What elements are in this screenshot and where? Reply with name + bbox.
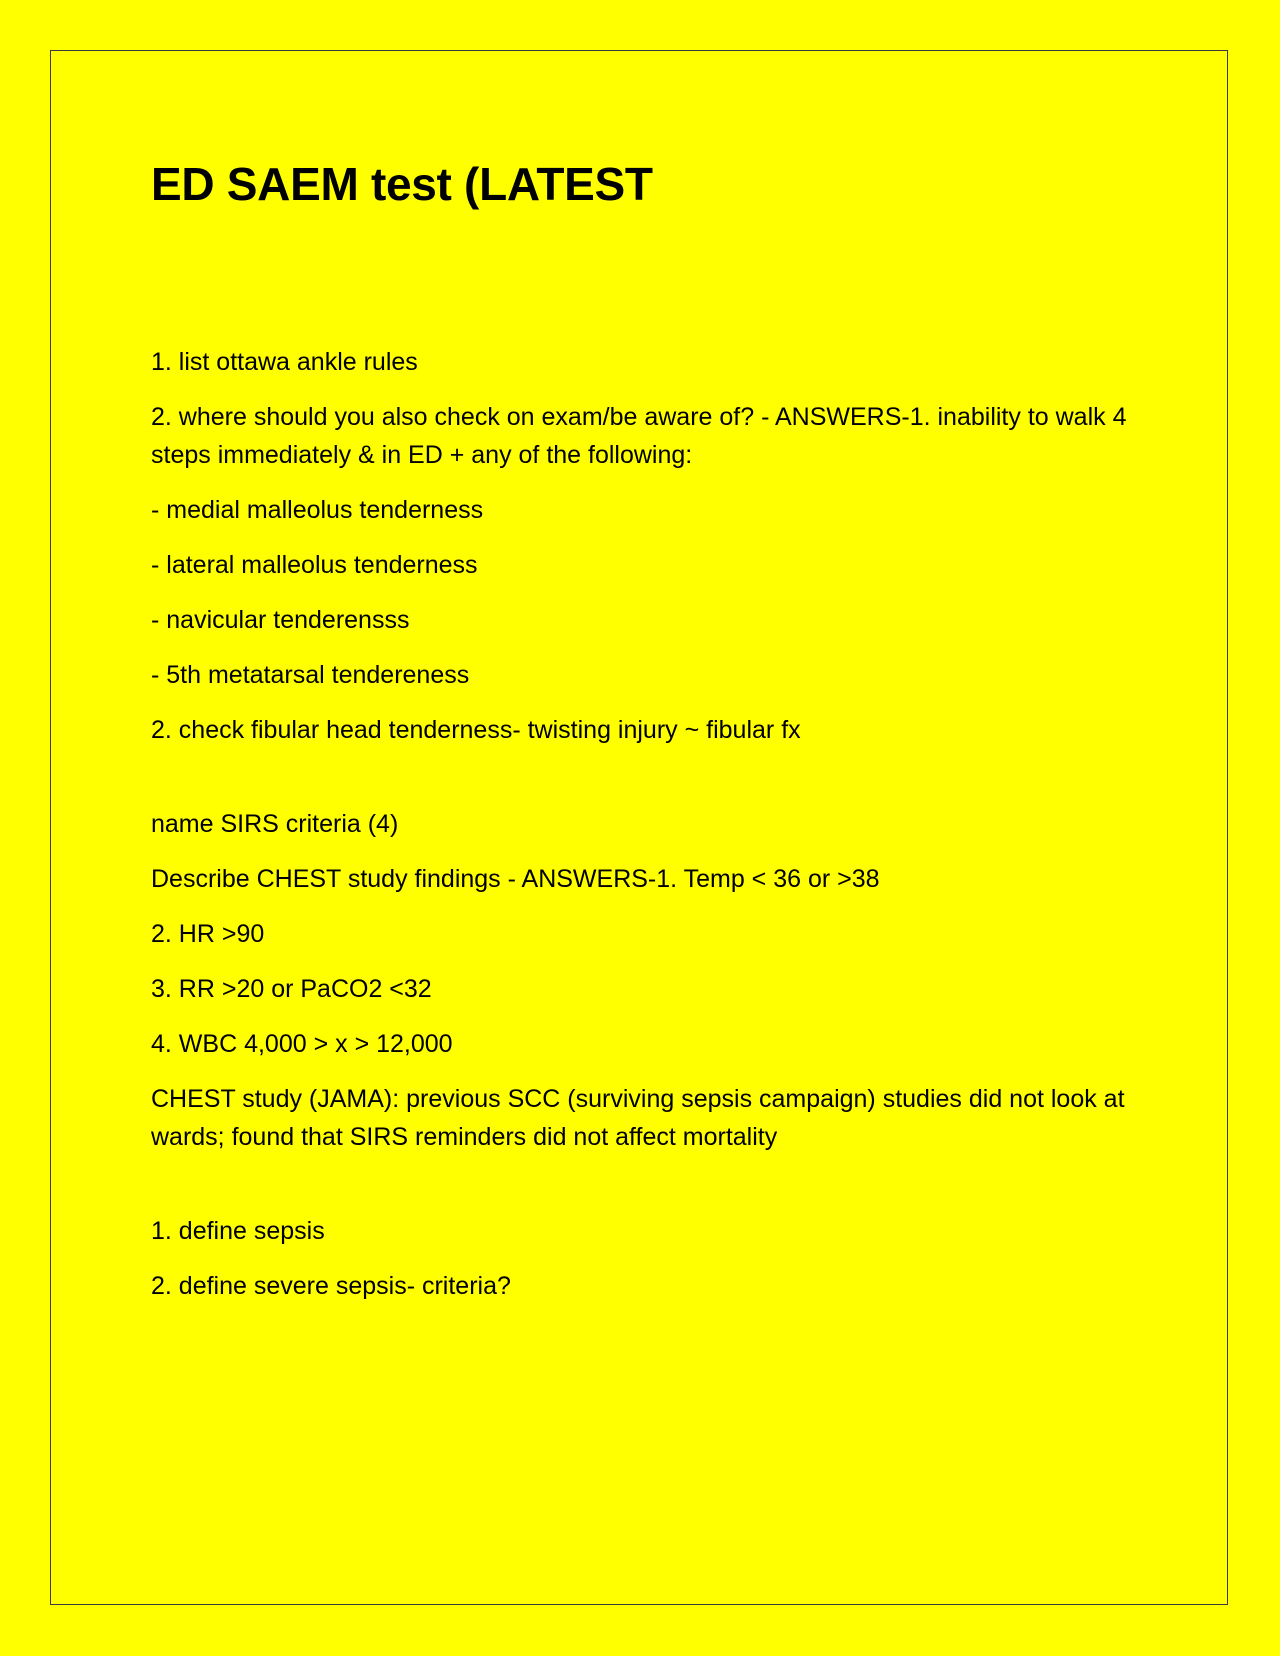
question-ottawa-rules: 1. list ottawa ankle rules — [151, 348, 418, 376]
document-body — [151, 343, 1151, 1305]
list-item: 2. HR >90 — [151, 920, 265, 948]
document-content — [151, 155, 1151, 1322]
question-define-sepsis: 1. define sepsis — [151, 1217, 325, 1245]
answer-chest-study: CHEST study (JAMA): previous SCC (surviving sepsis campaign) studies did not look at wards; found that SIRS reminders did not affect mortality — [151, 1085, 1125, 1151]
document-title: ED SAEM test (LATEST — [151, 158, 653, 210]
question-sirs-criteria: name SIRS criteria (4) — [151, 810, 399, 838]
question-answer-exam: 2. where should you also check on exam/be aware of? - ANSWERS-1. inability to walk 4 steps immediately & in ED + any of the following: — [151, 403, 1127, 469]
section-sirs-criteria — [151, 805, 1151, 1156]
question-severe-sepsis: 2. define severe sepsis- criteria? — [151, 1272, 511, 1300]
list-item: 4. WBC 4,000 > x > 12,000 — [151, 1030, 453, 1058]
section-sepsis — [151, 1212, 1151, 1305]
list-item: - 5th metatarsal tendereness — [151, 661, 470, 689]
answer-fibular-head: 2. check fibular head tenderness- twisting injury ~ fibular fx — [151, 716, 801, 744]
list-item: - medial malleolus tenderness — [151, 496, 484, 524]
list-item: - lateral malleolus tenderness — [151, 551, 478, 579]
question-answer-chest: Describe CHEST study findings - ANSWERS-1. Temp < 36 or >38 — [151, 865, 880, 893]
list-item: - navicular tenderensss — [151, 606, 410, 634]
section-ottawa-ankle-rules — [151, 343, 1151, 749]
list-item: 3. RR >20 or PaCO2 <32 — [151, 975, 432, 1003]
